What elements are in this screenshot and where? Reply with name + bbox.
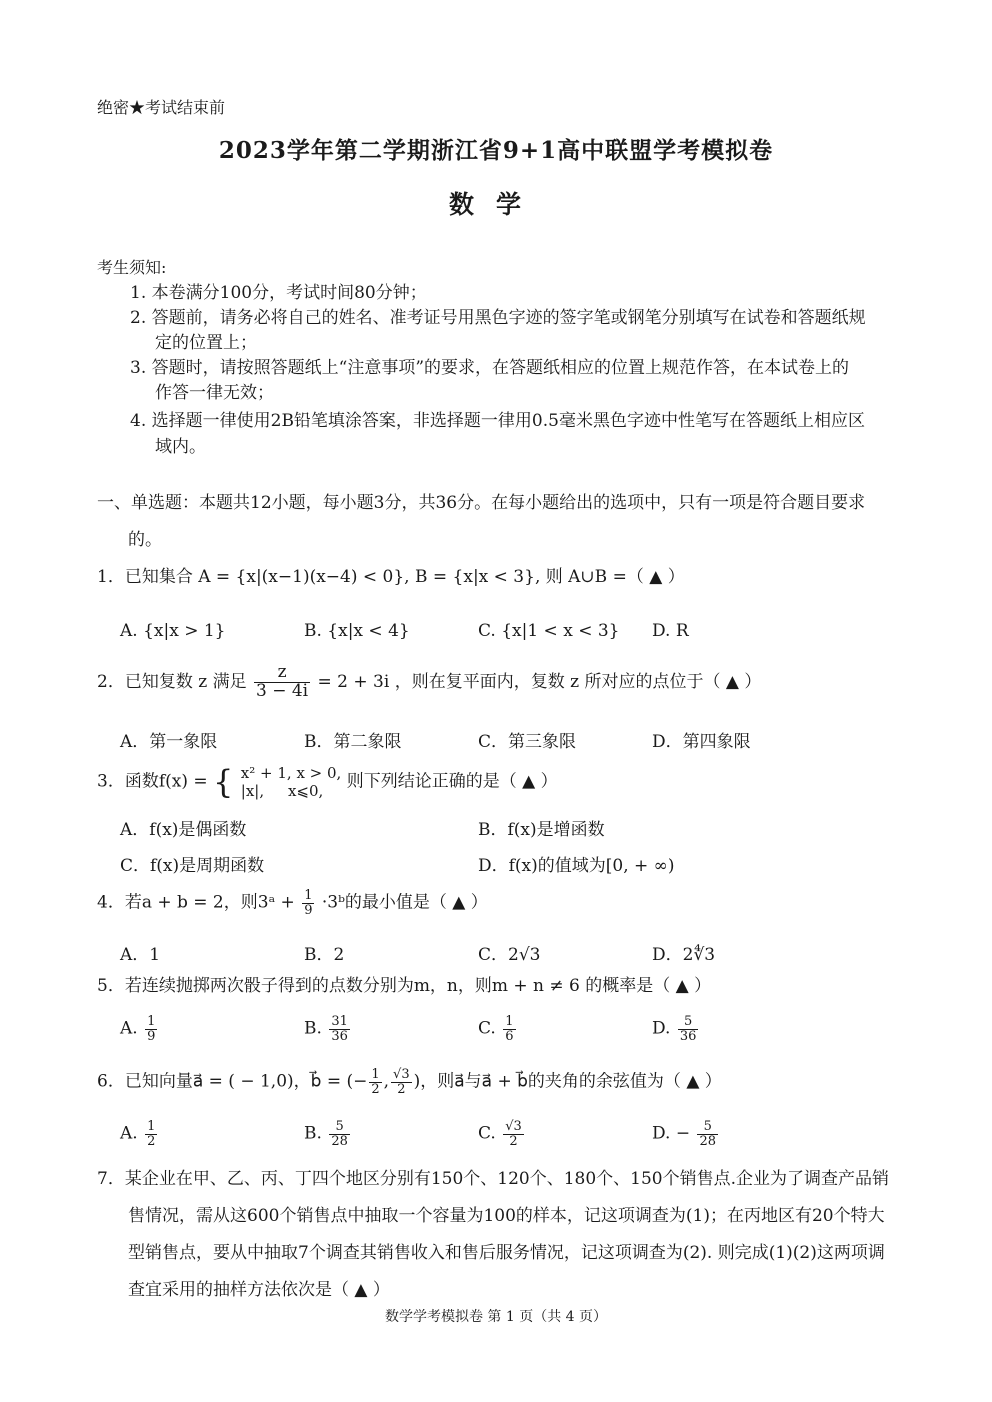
fraction-denominator: 28 [699,1133,717,1149]
option-label: B. [304,1018,322,1039]
question-6-stem-pre: 6．已知向量a⃗ = ( − 1,0)，b⃗ = (− [97,1071,368,1092]
fraction-numerator: 5 [697,1120,718,1135]
question-1-option-a: A. {x|x > 1} [120,621,226,641]
fraction-numerator: 5 [678,1015,699,1030]
question-6-option-b [304,1120,352,1148]
notice-item: 定的位置上； [155,333,257,353]
question-3-stem-pre: 3．函数f(x) = [97,771,208,792]
question-5-option-c [478,1015,518,1043]
fraction-numerator: √3 [393,1067,410,1082]
fraction-denominator: 2 [509,1133,518,1149]
fraction-numerator: 31 [331,1014,348,1029]
fraction-denominator: 6 [505,1028,514,1044]
fraction-numerator: 5 [329,1120,350,1135]
question-7-line: 7．某企业在甲、乙、丙、丁四个地区分别有150个、120个、180个、150个销售点.企业为了调查产品销 [97,1169,890,1189]
notice-heading: 考生须知: [97,258,167,277]
question-6-option-c [478,1120,526,1148]
left-brace: { [213,763,234,801]
question-4-stem-post: ·3ᵇ的最小值是（ ▲ ） [321,892,488,913]
question-4-option-b: B．2 [304,945,345,965]
fraction-denominator: 9 [304,902,313,918]
case-2: |x|, x⩽0, [240,782,324,800]
question-6-option-a [120,1120,159,1148]
notice-item: 域内。 [155,437,206,457]
fraction-denominator: 2 [147,1133,156,1149]
question-3-stem [97,764,558,800]
question-4-stem-pre: 4．若a + b = 2，则3ᵃ + [97,892,295,913]
question-1-option-d: D. R [652,621,689,641]
notice-item: 4. 选择题一律使用2B铅笔填涂答案，非选择题一律用0.5毫米黑色字迹中性笔写在答题纸上相应区 [130,411,865,431]
option-fraction [145,1120,157,1148]
question-4-option-c: C．2√3 [478,945,541,965]
fraction-numerator: 1 [505,1014,514,1029]
question-5-option-a [120,1015,159,1043]
option-fraction [329,1015,350,1043]
question-3-option-a: A．f(x)是偶函数 [120,820,247,840]
fraction-denominator: 2 [371,1081,380,1097]
question-2-option-b: B．第二象限 [304,732,402,752]
option-fraction [503,1015,515,1043]
notice-item: 1. 本卷满分100分，考试时间80分钟； [130,283,427,303]
subject-title: 数学 [448,190,543,219]
question-6-option-d [652,1120,720,1148]
question-6-fraction-1 [369,1068,381,1096]
question-3-option-d: D．f(x)的值域为[0, + ∞) [478,856,675,876]
question-5-option-b [304,1015,352,1043]
fraction-denominator: 9 [147,1028,156,1044]
fraction-denominator: 36 [679,1028,697,1044]
question-4-fraction [302,889,314,917]
option-label: D. [652,1018,671,1039]
question-7-line: 型销售点，要从中抽取7个调查其销售收入和售后服务情况，记这项调查为(2). 则完成(1)(2)这两项调 [128,1243,885,1263]
option-label: C. [478,1018,496,1039]
fraction-numerator: 1 [147,1119,156,1134]
option-fraction [678,1015,699,1043]
fraction-numerator: 1 [304,888,313,903]
question-4-option-a: A．1 [120,945,161,965]
fraction-denominator: 36 [331,1028,348,1044]
fraction-denominator: 28 [331,1133,348,1149]
fraction-numerator: √3 [505,1119,522,1134]
page-footer: 数学学考模拟卷 第 1 页（共 4 页） [384,1309,608,1325]
piecewise-cases [241,764,342,800]
exam-title: 2023学年第二学期浙江省9+1高中联盟学考模拟卷 [218,137,774,164]
question-6-stem [97,1068,722,1096]
question-5-stem: 5．若连续抛掷两次骰子得到的点数分别为m，n，则m + n ≠ 6 的概率是（ ▲ ） [97,976,712,996]
question-6-stem-post: )，则a⃗与a⃗ + b⃗的夹角的余弦值为（ ▲ ） [413,1071,722,1092]
option-fraction [145,1015,157,1043]
comma: , [383,1071,390,1092]
question-7-line: 售情况，需从这600个销售点中抽取一个容量为100的样本，记这项调查为(1)；在丙地区有20个特大 [128,1206,885,1226]
question-1-option-c: C. {x|1 < x < 3} [478,621,620,641]
question-2-option-d: D．第四象限 [652,732,751,752]
fraction-numerator: 1 [147,1014,156,1029]
question-7-line: 查宜采用的抽样方法依次是（ ▲ ） [128,1280,390,1300]
option-label: A. [120,1123,138,1144]
section-heading: 一、单选题：本题共12小题，每小题3分，共36分。在每小题给出的选项中，只有一项是符合题目要求 [97,493,866,513]
question-2-option-c: C．第三象限 [478,732,577,752]
option-fraction [329,1120,350,1148]
question-3-stem-post: 则下列结论正确的是（ ▲ ） [346,771,558,792]
option-fraction [697,1120,718,1148]
question-4-option-d: D．2∜3 [652,945,716,965]
option-label: B. [304,1123,322,1144]
question-4-stem [97,889,488,917]
fraction-numerator: z [254,664,310,683]
question-2-stem-post: = 2 + 3i ，则在复平面内，复数 z 所对应的点位于（ ▲ ） [317,671,762,692]
fraction-numerator: 1 [371,1067,380,1082]
question-1-option-b: B. {x|x < 4} [304,621,410,641]
question-3-option-c: C．f(x)是周期函数 [120,856,265,876]
notice-item: 作答一律无效； [155,383,274,403]
option-label: C. [478,1123,496,1144]
case-1: x² + 1, x > 0, [240,764,342,782]
notice-item: 2. 答题前，请务必将自己的姓名、准考证号用黑色字迹的签字笔或钢笔分别填写在试卷和答题纸规 [130,308,866,328]
question-6-fraction-2 [391,1068,412,1096]
question-2-option-a: A．第一象限 [120,732,218,752]
notice-item: 3. 答题时，请按照答题纸上“注意事项”的要求，在答题纸相应的位置上规范作答，在本试卷上的 [130,358,850,378]
option-label: A. [120,1018,138,1039]
question-2-stem-pre: 2．已知复数 z 满足 [97,671,247,692]
option-fraction [503,1120,524,1148]
question-2-fraction [254,664,310,701]
question-3-option-b: B．f(x)是增函数 [478,820,605,840]
question-2-stem [97,664,761,701]
question-1-stem: 1．已知集合 A = {x|(x−1)(x−4) < 0}, B = {x|x < 3}, 则 A∪B =（ ▲ ） [97,567,685,587]
confidential-label: 绝密★考试结束前 [97,98,226,117]
question-5-option-d [652,1015,700,1043]
fraction-denominator: 3 − 4i [256,680,309,701]
option-label: D. − [652,1123,691,1144]
section-heading-cont: 的。 [128,530,162,550]
fraction-denominator: 2 [397,1081,406,1097]
